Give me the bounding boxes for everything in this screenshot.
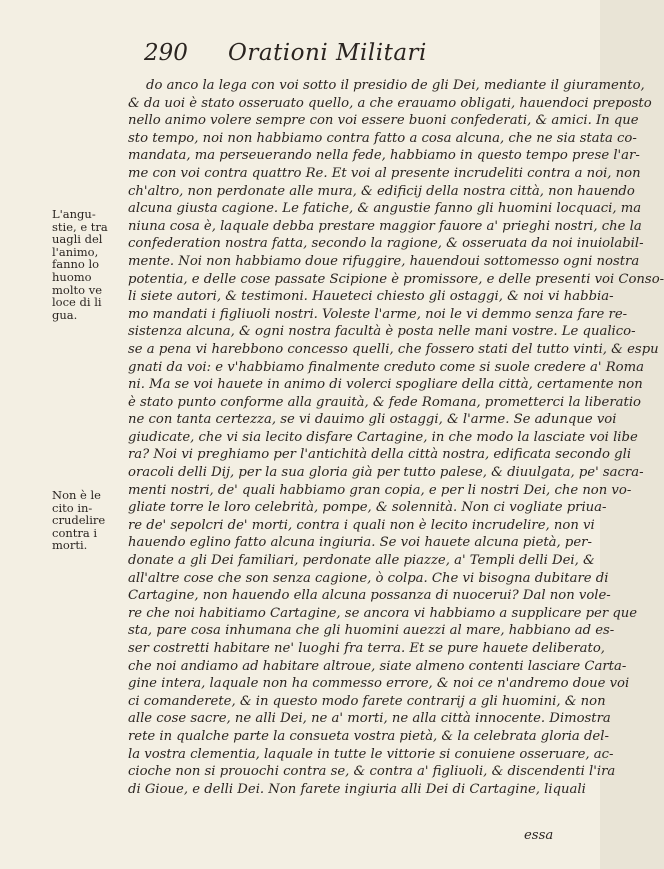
text-line: ser costretti habitare ne' luoghi fra terra. Et se pure hauete deliberato,: [128, 641, 605, 656]
margin-note-line: huomo: [52, 269, 92, 284]
running-title: Orationi Militari: [228, 40, 427, 66]
page-header: [120, 40, 560, 70]
text-line: mo mandati i figliuoli nostri. Voleste l'arme, noi le vi demmo senza fare re-: [128, 306, 628, 322]
text-line: mandata, ma perseuerando nella fede, habbiamo in questo tempo prese l'ar-: [128, 148, 640, 164]
text-line: niuna cosa è, laquale debba prestare maggior fauore a' prieghi nostri, che la: [128, 218, 642, 234]
margin-note: [52, 489, 122, 552]
margin-note-line: molto ve: [52, 282, 103, 297]
text-line: se a pena vi harebbono concesso quelli, che fossero stati del tutto vinti, & espu: [128, 341, 659, 357]
text-line: menti nostri, de' quali habbiamo gran copia, e per li nostri Dei, che non vo-: [128, 482, 632, 498]
text-line: che noi andiamo ad habitare altroue, siate almeno contenti lasciare Carta-: [128, 658, 627, 674]
margin-note-line: fanno lo: [52, 257, 100, 272]
text-line: Cartagine, non hauendo ella alcuna possanza di nuocerui? Dal non vole-: [128, 588, 611, 604]
text-line: mente. Noi non habbiamo doue rifuggire, hauendoui sottomesso ogni nostra: [128, 253, 640, 269]
text-line: li siete autori, & testimoni. Haueteci chiesto gli ostaggi, & noi vi habbia-: [128, 289, 614, 305]
margin-note: [52, 208, 122, 321]
text-line: sto tempo, noi non habbiamo contra fatto a cosa alcuna, che ne sia stata co-: [128, 130, 637, 146]
text-line: donate a gli Dei familiari, perdonate alle piazze, a' Templi delli Dei, &: [128, 553, 595, 569]
text-line: all'altre cose che son senza cagione, ò colpa. Che vi bisogna dubitare di: [128, 570, 609, 586]
text-line: gliate torre le loro celebrità, pompe, & solennità. Non ci vogliate priua-: [128, 500, 607, 516]
text-line: di Gioue, e delli Dei. Non farete ingiuria alli Dei di Cartagine, liquali: [128, 781, 586, 797]
text-line: gine intera, laquale non ha commesso errore, & noi ce n'andremo doue voi: [128, 676, 630, 692]
margin-note-line: uagli del: [52, 232, 103, 247]
text-line: ni. Ma se voi hauete in animo di volerci spogliare della città, certamente non: [128, 377, 643, 393]
body-text: [128, 77, 664, 798]
margin-note-line: loce di li: [52, 295, 102, 310]
text-line: rete in qualche parte la consueta vostra pietà, & la celebrata gloria del-: [128, 728, 609, 744]
margin-note-line: cito in-: [52, 500, 93, 515]
text-line: oracoli delli Dij, per la sua gloria già per tutto palese, & diuulgata, pe' sacra-: [128, 465, 644, 481]
margin-note-line: l'animo,: [52, 244, 99, 259]
margin-note-line: morti.: [52, 538, 88, 553]
text-line: cioche non si prouochi contra se, & contra a' figliuoli, & discendenti l'ira: [128, 764, 616, 780]
text-line: è stato punto conforme alla grauità, & fede Romana, prometterci la liberatio: [128, 394, 641, 410]
text-line: nello animo volere sempre con voi essere buoni confederati, & amici. In que: [128, 113, 639, 129]
text-line: ra? Noi vi preghiamo per l'antichità della città nostra, edificata secondo gli: [128, 447, 632, 463]
margin-note-line: Non è le: [52, 488, 101, 502]
text-line: ch'altro, non perdonate alle mura, & edificij della nostra città, non hauendo: [128, 183, 635, 199]
margin-note-line: contra i: [52, 525, 98, 540]
catchword: essa: [524, 828, 554, 843]
text-line: giudicate, che vi sia lecito disfare Cartagine, in che modo la lasciate voi libe: [128, 429, 638, 445]
text-line: ne con tanta certezza, se vi dauimo gli ostaggi, & l'arme. Se adunque voi: [128, 412, 617, 428]
text-line: alcuna giusta cagione. Le fatiche, & angustie fanno gli huomini locquaci, ma: [128, 201, 642, 217]
text-line: la vostra clementia, laquale in tutte le vittorie si conuiene osseruare, ac-: [128, 746, 614, 762]
text-line: gnati da voi: e v'habbiamo finalmente creduto come si suole credere a' Roma: [128, 359, 644, 375]
margin-notes-lower: [52, 489, 122, 566]
page-number: 290: [144, 40, 188, 66]
margin-note-line: gua.: [52, 307, 78, 322]
text-line: hauendo eglino fatto alcuna ingiuria. Se voi hauete alcuna pietà, per-: [128, 535, 592, 551]
text-line: ci comanderete, & in questo modo farete contrarij a gli huomini, & non: [128, 693, 606, 709]
text-line: re che noi habitiamo Cartagine, se ancora vi habbiamo a supplicare per que: [128, 605, 638, 621]
text-line: alle cose sacre, ne alli Dei, ne a' morti, ne alla città innocente. Dimostra: [128, 711, 611, 727]
text-line: do anco la lega con voi sotto il presidio de gli Dei, mediante il giuramento,: [146, 78, 645, 93]
text-line: & da uoi è stato osseruato quello, a che erauamo obligati, hauendoci preposto: [128, 95, 652, 111]
margin-note-line: L'angu-: [52, 207, 96, 221]
text-line: re de' sepolcri de' morti, contra i quali non è lecito incrudelire, non vi: [128, 517, 595, 533]
margin-notes: [52, 208, 122, 335]
margin-note-line: stie, e tra: [52, 219, 108, 234]
text-line: me con voi contra quattro Re. Et voi al presente incrudeliti contra a noi, non: [128, 165, 641, 181]
text-line: confederation nostra fatta, secondo la ragione, & osseruata da noi inuiolabil-: [128, 236, 644, 252]
text-line: sta, pare cosa inhumana che gli huomini auezzi al mare, habbiano ad es-: [128, 623, 615, 639]
margin-note-line: crudelire: [52, 513, 106, 528]
text-line: sistenza alcuna, & ogni nostra facultà è posta nelle mani vostre. Le qualico-: [128, 324, 636, 340]
text-line: potentia, e delle cose passate Scipione è promissore, e delle presenti voi Conso-: [128, 271, 664, 287]
